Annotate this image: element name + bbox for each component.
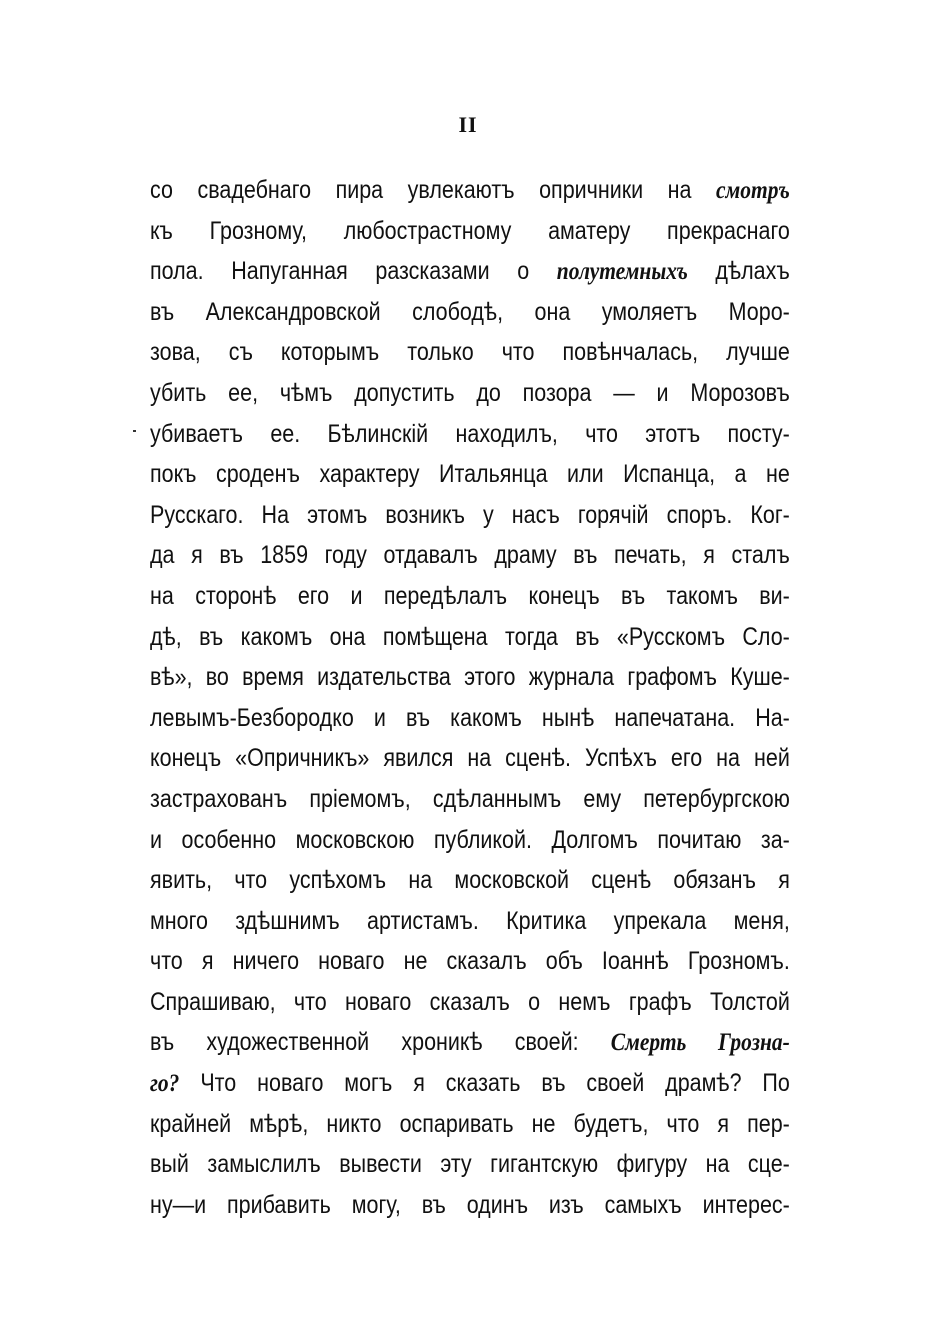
text-line (150, 657, 790, 698)
line-text: много здѣшнимъ артистамъ. Критика упрекала меня, (150, 906, 790, 935)
line-text: Русскаго. На этомъ возникъ у насъ горячій споръ. Ког- (150, 500, 790, 529)
text-line (150, 170, 790, 211)
line-text: левымъ-Безбородко и въ какомъ нынѣ напечатана. На- (150, 703, 790, 732)
text-line (150, 860, 790, 901)
text-line (150, 414, 790, 455)
text-line (150, 901, 790, 942)
line-text-tail: Что новаго могъ я сказать въ своей драмѣ? По (179, 1069, 790, 1098)
text-line (150, 1144, 790, 1185)
line-text-tail: дѣлахъ (687, 257, 790, 286)
text-line (150, 454, 790, 495)
text-line (150, 211, 790, 252)
text-line (150, 373, 790, 414)
line-text: пола. Напуганная разсказами о (150, 257, 557, 286)
body-text (150, 170, 790, 1225)
line-text: крайней мѣрѣ, никто оспаривать не будетъ, что я пер- (150, 1109, 790, 1138)
line-italic-text: Смерть Грозна- (610, 1029, 790, 1057)
line-italic-text: полутемныхъ (556, 258, 688, 286)
line-text: убиваетъ ее. Бѣлинскій находилъ, что этотъ посту- (150, 419, 790, 448)
line-text: что я ничего новаго не сказалъ объ Іоаннѣ Грозномъ. (150, 947, 790, 976)
text-line (150, 251, 790, 292)
line-text: вый замыслилъ вывести эту гигантскую фигуру на сце- (150, 1150, 790, 1179)
line-text: Спрашиваю, что новаго сказалъ о немъ графъ Толстой (150, 987, 790, 1016)
line-text: со свадебнаго пира увлекаютъ опричники на (150, 176, 717, 204)
text-line (150, 495, 790, 536)
text-line (150, 738, 790, 779)
line-text: да я въ 1859 году отдавалъ драму въ печать, я сталъ (150, 541, 790, 570)
text-line (150, 332, 790, 373)
text-line (150, 698, 790, 739)
print-speck (133, 430, 136, 432)
text-line (150, 617, 790, 658)
text-line (150, 820, 790, 861)
line-text: на сторонѣ его и передѣлалъ конецъ въ такомъ ви- (150, 581, 790, 610)
line-text: явить, что успѣхомъ на московской сценѣ обязанъ я (150, 866, 790, 895)
text-line (150, 576, 790, 617)
text-line (150, 941, 790, 982)
line-text: ну—и прибавить могу, въ одинъ изъ самыхъ интерес- (150, 1190, 790, 1219)
text-line (150, 1063, 790, 1104)
page-number: II (458, 112, 478, 137)
line-text: покъ сроденъ характеру Итальянца или Испанца, а не (150, 460, 790, 489)
line-text: и особенно московскою публикой. Долгомъ почитаю за- (150, 825, 790, 854)
line-text: въ Александровской слободѣ, она умоляетъ Моро- (150, 297, 790, 326)
text-line (150, 535, 790, 576)
line-text: дѣ, въ какомъ она помѣщена тогда въ «Русскомъ Сло- (150, 622, 790, 651)
line-italic-text: го? (150, 1070, 180, 1098)
text-line (150, 1185, 790, 1226)
text-line (150, 779, 790, 820)
line-text: вѣ», во время издательства этого журнала графомъ Куше- (150, 663, 790, 692)
text-line (150, 982, 790, 1023)
text-line (150, 292, 790, 333)
line-text: въ художественной хроникѣ своей: (150, 1028, 611, 1057)
text-line (150, 1022, 790, 1063)
line-text: конецъ «Опричникъ» явился на сценѣ. Успѣхъ его на ней (150, 744, 790, 773)
text-line (150, 1104, 790, 1145)
line-text: убить ее, чѣмъ допустить до позора — и Морозовъ (150, 378, 790, 407)
line-text: къ Грозному, любострастному аматеру прекраснаго (150, 216, 790, 245)
line-text: застрахованъ пріемомъ, сдѣланнымъ ему петербургскою (150, 784, 790, 813)
line-italic-text: смотръ (716, 177, 790, 204)
line-text: зова, съ которымъ только что повѣнчалась, лучше (150, 338, 790, 367)
